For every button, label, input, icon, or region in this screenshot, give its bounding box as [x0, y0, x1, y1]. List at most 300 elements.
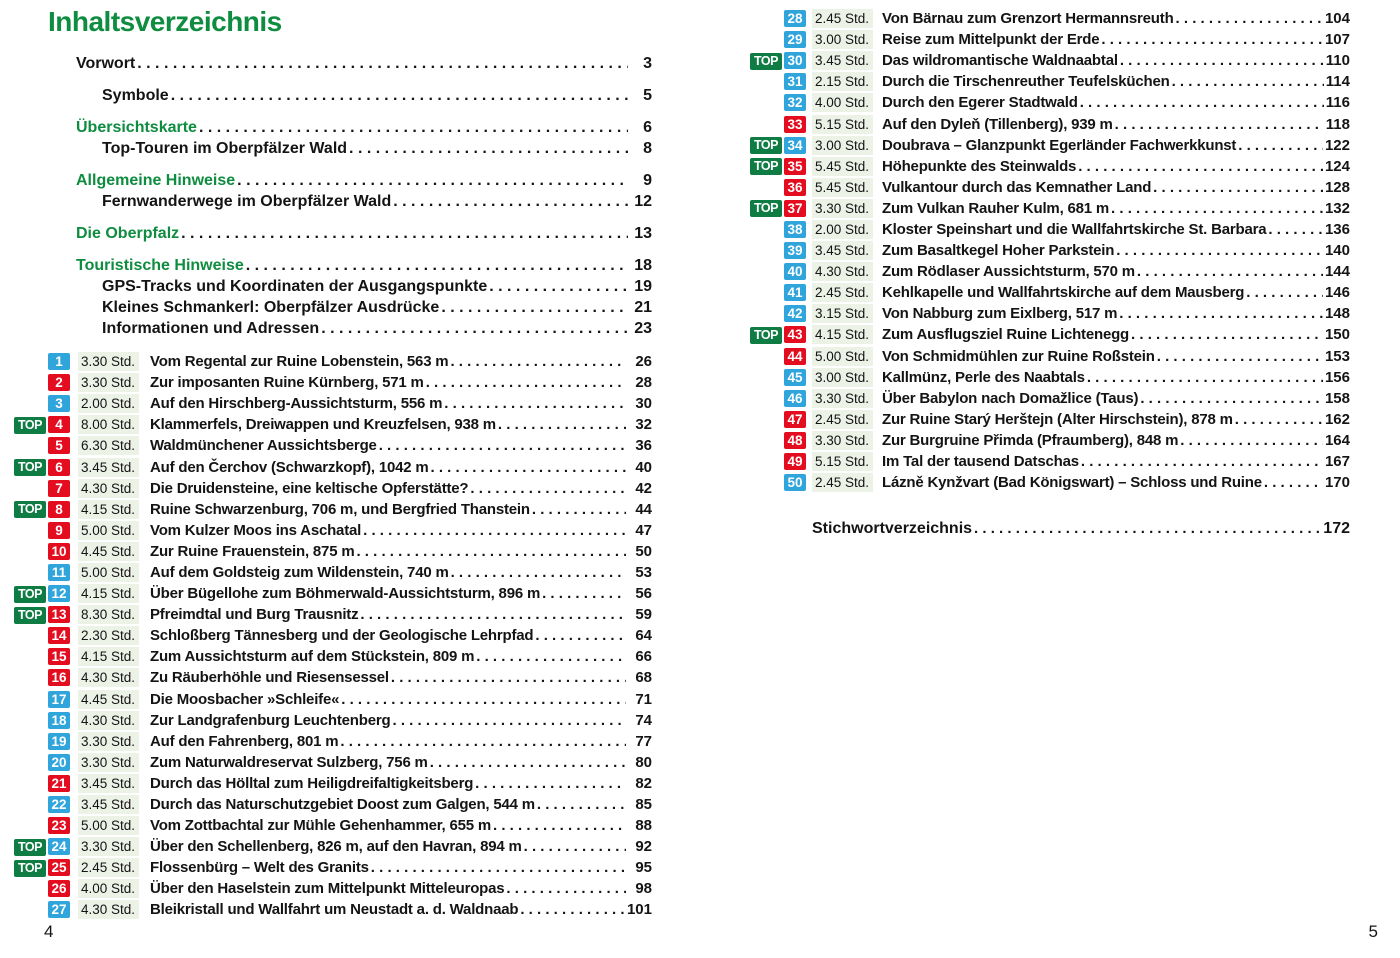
left-page	[14, 6, 652, 921]
tour-number-badge: 6	[48, 459, 70, 476]
tour-entry	[14, 541, 652, 562]
tour-entry	[14, 520, 652, 541]
tour-title: Zur Ruine Frauenstein, 875 m	[150, 542, 355, 560]
front-matter-label: Informationen und Adressen	[102, 320, 320, 337]
tour-page-number: 110	[1325, 52, 1350, 70]
dot-leader	[237, 172, 628, 190]
top-badge-column	[750, 113, 784, 135]
tour-title: Auf dem Goldsteig zum Wildenstein, 740 m	[150, 563, 449, 581]
tour-number-badge: 26	[48, 880, 70, 897]
tour-number-badge: 45	[784, 369, 806, 386]
tour-number-badge: 38	[784, 221, 806, 238]
tour-duration: 2.00 Std.	[78, 394, 139, 413]
dot-leader	[349, 140, 628, 158]
tour-duration: 5.15 Std.	[812, 452, 873, 471]
tour-entry	[14, 646, 652, 667]
top-badge-column	[750, 52, 784, 70]
right-page-folio: 5	[1368, 922, 1378, 941]
left-page-folio: 4	[44, 922, 54, 941]
tour-title: Durch das Hölltal zum Heiligdreifaltigkeitsberg	[150, 774, 474, 792]
top-badge-column	[750, 240, 784, 262]
tour-page-number: 158	[1324, 389, 1350, 407]
tour-duration: 4.15 Std.	[78, 584, 139, 603]
top-badge-column	[750, 136, 784, 154]
dot-leader	[1111, 200, 1323, 217]
tour-title: Waldmünchener Aussichtsberge	[150, 437, 377, 455]
tour-duration: 3.45 Std.	[812, 241, 873, 260]
tour-title: Durch den Egerer Stadtwald	[882, 94, 1078, 112]
tour-page-number: 167	[1324, 453, 1350, 471]
tour-entry	[14, 583, 652, 604]
tour-duration: 3.45 Std.	[812, 51, 873, 70]
front-matter-entry	[76, 87, 652, 108]
dot-leader	[430, 754, 626, 771]
tour-entry	[14, 393, 652, 414]
tour-page-number: 44	[635, 500, 652, 518]
tour-number-badge: 4	[48, 416, 70, 433]
front-matter-label: Fernwanderwege im Oberpfälzer Wald	[102, 193, 392, 210]
top-badge-column	[14, 709, 48, 731]
front-matter-page-number: 19	[634, 278, 652, 295]
tour-duration: 3.45 Std.	[78, 795, 139, 814]
tour-title: Vom Zottbachtal zur Mühle Gehenhammer, 655 m	[150, 817, 491, 835]
top-badge-column	[750, 408, 784, 430]
top-badge-column	[14, 519, 48, 541]
tour-duration: 2.45 Std.	[812, 473, 873, 492]
tour-number-badge: 18	[48, 712, 70, 729]
top-badge-column	[14, 859, 48, 877]
tour-number-badge: 19	[48, 733, 70, 750]
tour-title: Auf den Čerchov (Schwarzkopf), 1042 m	[150, 458, 429, 476]
front-matter-entry	[76, 55, 652, 76]
tour-page-number: 64	[635, 627, 652, 645]
tour-title: Schloßberg Tännesberg und der Geologische Lehrpfad	[150, 627, 534, 645]
tour-title: Lázně Kynžvart (Bad Königswart) – Schloss und Ruine	[882, 474, 1262, 492]
tour-page-number: 164	[1324, 431, 1350, 449]
dot-leader	[431, 459, 626, 476]
dot-leader	[524, 838, 626, 855]
tour-number-badge: 48	[784, 432, 806, 449]
top-badge-column	[750, 429, 784, 451]
tour-title: Die Moosbacher »Schleife«	[150, 690, 340, 708]
top-badge-column	[750, 71, 784, 93]
tour-page-number: 122	[1324, 136, 1350, 154]
tour-entry	[14, 899, 652, 920]
tour-title: Zur Ruine Starý Herštejn (Alter Hirschstein), 878 m	[882, 410, 1233, 428]
dot-leader	[974, 520, 1321, 537]
index-label: Stichwortverzeichnis	[812, 520, 973, 538]
tour-page-number: 71	[635, 690, 652, 708]
tour-page-number: 140	[1324, 242, 1350, 260]
tour-entry	[750, 451, 1350, 472]
tour-duration: 8.30 Std.	[78, 605, 139, 624]
tour-number-badge: 27	[48, 901, 70, 918]
tour-title: Von Bärnau zum Grenzort Hermannsreuth	[882, 10, 1174, 28]
tour-entry	[14, 710, 652, 731]
front-matter-entry	[76, 320, 652, 341]
front-matter-label: Allgemeine Hinweise	[76, 172, 236, 189]
dot-leader	[137, 55, 628, 73]
tour-title: Zum Rödlaser Aussichtsturm, 570 m	[882, 263, 1135, 281]
tour-entry	[750, 135, 1350, 156]
top-badge-column	[750, 326, 784, 344]
dot-leader	[520, 901, 625, 918]
tour-number-badge: 43	[784, 326, 806, 343]
tour-entry	[14, 562, 652, 583]
tour-number-badge: 2	[48, 374, 70, 391]
dot-leader	[535, 627, 626, 644]
dot-leader	[1119, 305, 1323, 322]
tour-page-number: 104	[1324, 10, 1350, 28]
tour-title: Zu Räuberhöhle und Riesensessel	[150, 669, 389, 687]
tour-page-number: 88	[635, 817, 652, 835]
tour-page-number: 40	[635, 458, 652, 476]
top-badge: TOP	[750, 53, 782, 70]
front-matter-label: Kleines Schmankerl: Oberpfälzer Ausdrücke	[102, 299, 440, 316]
tour-duration: 5.45 Std.	[812, 178, 873, 197]
top-badge-column	[14, 772, 48, 794]
page-title: Inhaltsverzeichnis	[48, 6, 282, 37]
tour-page-number: 53	[635, 563, 652, 581]
top-badge-column	[750, 303, 784, 325]
tour-entry	[14, 815, 652, 836]
tour-title: Zur Burgruine Přimda (Pfraumberg), 848 m	[882, 431, 1179, 449]
tour-number-badge: 8	[48, 501, 70, 518]
dot-leader	[451, 564, 626, 581]
tour-number-badge: 36	[784, 179, 806, 196]
top-badge: TOP	[14, 607, 46, 624]
dot-leader	[360, 606, 626, 623]
tour-number-badge: 3	[48, 395, 70, 412]
tour-duration: 4.30 Std.	[78, 479, 139, 498]
front-matter-page-number: 18	[634, 257, 652, 274]
dot-leader	[1268, 221, 1323, 238]
tour-page-number: 42	[635, 479, 652, 497]
tour-title: Das wildromantische Waldnaabtal	[882, 52, 1118, 70]
front-matter-page-number: 9	[643, 172, 652, 189]
dot-leader	[181, 225, 628, 243]
tour-page-number: 118	[1325, 115, 1350, 133]
tour-page-number: 124	[1324, 157, 1350, 175]
dot-leader	[489, 278, 628, 296]
tour-title: Zum Basaltkegel Hoher Parkstein	[882, 242, 1115, 260]
tour-number-badge: 14	[48, 627, 70, 644]
dot-leader	[1137, 263, 1323, 280]
top-badge: TOP	[750, 327, 782, 344]
tour-duration: 3.45 Std.	[78, 774, 139, 793]
dot-leader	[1087, 369, 1323, 386]
top-badge-column	[14, 393, 48, 415]
tour-page-number: 150	[1324, 326, 1350, 344]
top-badge-column	[14, 794, 48, 816]
tour-number-badge: 22	[48, 796, 70, 813]
tour-number-badge: 32	[784, 94, 806, 111]
tour-entry	[750, 198, 1350, 219]
tour-title: Von Nabburg zum Eixlberg, 517 m	[882, 305, 1118, 323]
tour-number-badge: 28	[784, 10, 806, 27]
top-badge-column	[750, 261, 784, 283]
tour-entry	[750, 261, 1350, 282]
tour-title: Bleikristall und Wallfahrt um Neustadt a. d. Waldnaab	[150, 901, 519, 919]
tour-duration: 4.00 Std.	[78, 879, 139, 898]
tour-duration: 2.45 Std.	[812, 283, 873, 302]
dot-leader	[1157, 348, 1323, 365]
tour-number-badge: 5	[48, 437, 70, 454]
dot-leader	[441, 299, 628, 317]
top-badge: TOP	[14, 839, 46, 856]
top-badge-column	[14, 751, 48, 773]
dot-leader	[1080, 94, 1324, 111]
tour-number-badge: 35	[784, 158, 806, 175]
tour-title: Pfreimdtal und Burg Trausnitz	[150, 606, 359, 624]
dot-leader	[391, 669, 626, 686]
dot-leader	[476, 648, 626, 665]
tour-number-badge: 13	[48, 606, 70, 623]
tour-page-number: 146	[1324, 284, 1350, 302]
top-badge-column	[14, 688, 48, 710]
front-matter-entry	[76, 299, 652, 320]
front-matter-page-number: 23	[634, 320, 652, 337]
dot-leader	[1131, 326, 1323, 343]
tour-page-number: 82	[635, 774, 652, 792]
tour-duration: 5.00 Std.	[78, 563, 139, 582]
front-matter-page-number: 13	[634, 225, 652, 242]
tour-duration: 3.30 Std.	[78, 352, 139, 371]
tour-duration: 8.00 Std.	[78, 415, 139, 434]
tour-page-number: 80	[635, 753, 652, 771]
dot-leader	[371, 859, 626, 876]
dot-leader	[341, 691, 626, 708]
top-badge-column	[750, 8, 784, 30]
tour-title: Vulkantour durch das Kemnather Land	[882, 178, 1152, 196]
top-badge-column	[14, 730, 48, 752]
top-badge-column	[750, 176, 784, 198]
tour-page-number: 162	[1324, 410, 1350, 428]
tour-entry	[750, 92, 1350, 113]
tour-number-badge: 33	[784, 116, 806, 133]
tour-page-number: 47	[635, 521, 652, 539]
top-badge-column	[750, 157, 784, 175]
tour-page-number: 68	[635, 669, 652, 687]
tour-duration: 3.30 Std.	[812, 389, 873, 408]
tour-page-number: 66	[635, 648, 652, 666]
tour-page-number: 59	[635, 606, 652, 624]
tour-duration: 3.30 Std.	[812, 199, 873, 218]
tour-title: Durch die Tirschenreuther Teufelsküchen	[882, 73, 1170, 91]
top-badge-column	[750, 199, 784, 217]
tour-title: Durch das Naturschutzgebiet Doost zum Galgen, 544 m	[150, 796, 535, 814]
tour-page-number: 28	[635, 374, 652, 392]
tour-title: Über Bügellohe zum Böhmerwald-Aussichtsturm, 896 m	[150, 585, 541, 603]
dot-leader	[1238, 137, 1323, 154]
top-badge-column	[14, 540, 48, 562]
top-badge-column	[14, 838, 48, 856]
tour-number-badge: 34	[784, 137, 806, 154]
tour-title: Kehlkapelle und Wallfahrtskirche auf dem Mausberg	[882, 284, 1245, 302]
dot-leader	[1116, 242, 1323, 259]
tour-number-badge: 42	[784, 305, 806, 322]
front-matter-label: Top-Touren im Oberpfälzer Wald	[102, 140, 348, 157]
top-badge-column	[14, 435, 48, 457]
tour-entry	[14, 878, 652, 899]
tour-title: Kloster Speinshart und die Wallfahrtskirche St. Barbara	[882, 220, 1267, 238]
dot-leader	[542, 585, 626, 602]
tour-entry	[14, 499, 652, 520]
index-page-number: 172	[1323, 520, 1350, 538]
tour-page-number: 170	[1324, 474, 1350, 492]
front-matter-label: Die Oberpfalz	[76, 225, 180, 242]
tour-page-number: 56	[635, 585, 652, 603]
tour-title: Zum Aussichtsturm auf dem Stückstein, 809 m	[150, 648, 475, 666]
tour-list-left	[14, 351, 652, 921]
front-matter-entry	[76, 172, 652, 193]
top-badge-column	[14, 351, 48, 373]
dot-leader	[379, 437, 626, 454]
dot-leader	[363, 522, 626, 539]
top-badge: TOP	[14, 860, 46, 877]
tour-entry	[750, 324, 1350, 345]
tour-entry	[14, 604, 652, 625]
tour-title: Zum Naturwaldreservat Sulzberg, 756 m	[150, 753, 428, 771]
tour-entry	[750, 346, 1350, 367]
tour-entry	[14, 478, 652, 499]
tour-duration: 3.30 Std.	[78, 732, 139, 751]
tour-duration: 4.15 Std.	[78, 500, 139, 519]
dot-leader	[1235, 411, 1323, 428]
tour-number-badge: 11	[48, 564, 70, 581]
tour-number-badge: 21	[48, 775, 70, 792]
tour-entry	[14, 667, 652, 688]
tour-number-badge: 15	[48, 648, 70, 665]
dot-leader	[393, 193, 628, 211]
tour-entry	[14, 773, 652, 794]
front-matter-entry	[76, 225, 652, 246]
dot-leader	[321, 320, 628, 338]
tour-number-badge: 30	[784, 52, 806, 69]
top-badge-column	[14, 477, 48, 499]
tour-duration: 3.15 Std.	[812, 304, 873, 323]
top-badge: TOP	[750, 158, 782, 175]
dot-leader	[537, 796, 626, 813]
dot-leader	[1081, 453, 1323, 470]
tour-duration: 4.45 Std.	[78, 542, 139, 561]
tour-title: Von Schmidmühlen zur Ruine Roßstein	[882, 347, 1155, 365]
top-badge-column	[14, 458, 48, 476]
tour-entry	[750, 71, 1350, 92]
tour-number-badge: 10	[48, 543, 70, 560]
tour-title: Zum Vulkan Rauher Kulm, 681 m	[882, 199, 1110, 217]
top-badge: TOP	[14, 586, 46, 603]
dot-leader	[340, 733, 626, 750]
top-badge-column	[14, 416, 48, 434]
tour-title: Zum Ausflugsziel Ruine Lichtenegg	[882, 326, 1130, 344]
tour-number-badge: 29	[784, 31, 806, 48]
tour-duration: 3.30 Std.	[812, 431, 873, 450]
tour-title: Über den Schellenberg, 826 m, auf den Havran, 894 m	[150, 838, 522, 856]
top-badge-column	[750, 218, 784, 240]
tour-entry	[14, 456, 652, 477]
top-badge-column	[14, 372, 48, 394]
tour-page-number: 107	[1324, 31, 1350, 49]
tour-entry	[14, 857, 652, 878]
front-matter-page-number: 5	[643, 87, 652, 104]
tour-title: Auf den Fahrenberg, 801 m	[150, 732, 339, 750]
tour-duration: 4.30 Std.	[812, 262, 873, 281]
tour-duration: 5.00 Std.	[812, 347, 873, 366]
tour-duration: 4.15 Std.	[812, 325, 873, 344]
tour-duration: 5.45 Std.	[812, 157, 873, 176]
tour-duration: 4.30 Std.	[78, 711, 139, 730]
tour-entry	[14, 794, 652, 815]
tour-duration: 5.00 Std.	[78, 816, 139, 835]
tour-number-badge: 31	[784, 73, 806, 90]
dot-leader	[1264, 474, 1323, 491]
tour-number-badge: 46	[784, 390, 806, 407]
tour-entry	[14, 625, 652, 646]
top-badge-column	[14, 646, 48, 668]
right-page	[750, 8, 1350, 538]
front-matter-entry	[76, 119, 652, 140]
front-matter-label: Vorwort	[76, 55, 136, 72]
tour-duration: 3.30 Std.	[78, 373, 139, 392]
tour-page-number: 98	[635, 880, 652, 898]
tour-title: Doubrava – Glanzpunkt Egerländer Fachwerkkunst	[882, 136, 1237, 154]
tour-page-number: 32	[635, 416, 652, 434]
tour-number-badge: 25	[48, 859, 70, 876]
tour-page-number: 26	[635, 353, 652, 371]
front-matter-page-number: 8	[643, 140, 652, 157]
tour-duration: 5.15 Std.	[812, 115, 873, 134]
front-matter-page-number: 6	[643, 119, 652, 136]
top-badge: TOP	[14, 417, 46, 434]
tour-entry	[750, 388, 1350, 409]
dot-leader	[1172, 73, 1324, 90]
tour-title: Ruine Schwarzenburg, 706 m, und Bergfried Thanstein	[150, 500, 530, 518]
tour-page-number: 101	[626, 901, 652, 919]
dot-leader	[1176, 10, 1323, 27]
tour-title: Reise zum Mittelpunkt der Erde	[882, 31, 1100, 49]
tour-entry	[750, 177, 1350, 198]
top-badge-column	[750, 366, 784, 388]
front-matter-page-number: 12	[634, 193, 652, 210]
dot-leader	[171, 87, 628, 105]
dot-leader	[1153, 179, 1323, 196]
dot-leader	[426, 374, 626, 391]
tour-number-badge: 1	[48, 353, 70, 370]
top-badge-column	[14, 585, 48, 603]
dot-leader	[532, 501, 626, 518]
tour-duration: 4.30 Std.	[78, 900, 139, 919]
tour-duration: 4.15 Std.	[78, 647, 139, 666]
front-matter-entry	[76, 193, 652, 214]
tour-duration: 4.30 Std.	[78, 668, 139, 687]
tour-page-number: 92	[635, 838, 652, 856]
tour-title: Auf den Dyleň (Tillenberg), 939 m	[882, 115, 1113, 133]
tour-duration: 3.30 Std.	[78, 753, 139, 772]
tour-page-number: 148	[1324, 305, 1350, 323]
tour-number-badge: 16	[48, 669, 70, 686]
top-badge-column	[750, 92, 784, 114]
tour-entry	[750, 219, 1350, 240]
top-badge-column	[750, 29, 784, 51]
dot-leader	[1140, 390, 1323, 407]
tour-page-number: 74	[635, 711, 652, 729]
tour-number-badge: 17	[48, 691, 70, 708]
tour-page-number: 77	[635, 732, 652, 750]
front-matter-label: Übersichtskarte	[76, 119, 197, 136]
tour-entry	[14, 414, 652, 435]
top-badge-column	[14, 606, 48, 624]
